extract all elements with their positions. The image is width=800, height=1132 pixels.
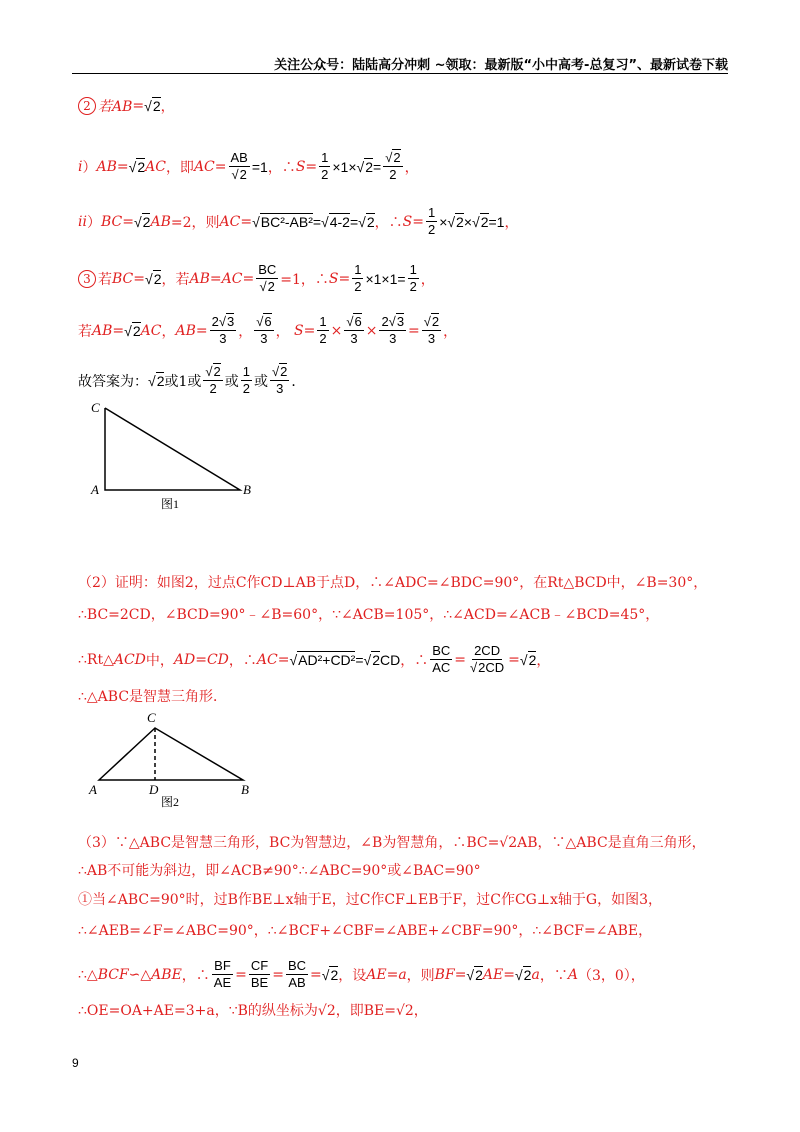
line-1: 2 若AB = √2 ，	[78, 96, 175, 116]
part3-line-1: （3）∵△ABC是智慧三角形，BC为智慧边，∠B为智慧角，∴BC=√2AB，∵△ABC是直角三角形，	[78, 835, 706, 851]
fig2-label-b: B	[241, 782, 249, 797]
part3-line-4: ∴∠AEB=∠F=∠ABC=90°，∴∠BCF+∠CBF=∠ABE+∠CBF=90°，∴∠BCF=∠ABE，	[78, 923, 653, 939]
fig2-caption: 图2	[161, 795, 180, 808]
part3-line-6: ∴OE=OA+AE=3+a，∵B的纵坐标为√2，即BE=√2，	[78, 1003, 428, 1019]
page-number: 9	[72, 1056, 79, 1070]
part2-line-2: ∴BC=2CD，∠BCD=90°﹣∠B=60°，∵∠ACB=105°，∴∠ACD=∠ACB﹣∠BCD=45°，	[78, 607, 660, 623]
line-2: i ） AB = √2 AC ，即 AC = $\frac{AB}{√2}$ =1 ，∴ S = $\frac{1}{2}$ ×1×√2= $\frac{√2}{2}$ ，	[78, 150, 419, 182]
fig2-label-d: D	[149, 782, 159, 797]
fig1-label-a: A	[91, 482, 99, 497]
part2-line-4: ∴△ABC是智慧三角形．	[78, 689, 228, 705]
part2-line-3: ∴Rt△ ACD 中， AD = CD ，∴ AC = √AD²+CD²=√2CD ，∴ $\frac{BC}{AC}$ = $\frac{2CD}{√2CD}$ = √2 ，	[78, 643, 551, 675]
page-header: 关注公众号：陆陆高分冲刺 ~领取：最新版“小中高考-总复习”、最新试卷下载	[274, 58, 728, 73]
part2-line-1: （2）证明：如图2，过点C作CD⊥AB于点D，∴∠ADC=∠BDC=90°，在Rt△BCD中，∠B=30°，	[78, 575, 708, 591]
fig2-label-c: C	[147, 710, 156, 725]
line-4: 3 若 BC = √2 ，若 AB = AC = $\frac{BC}{√2}$ =1，∴ S = $\frac{1}{2}$ ×1×1= $\frac{1}{2}$ ，	[78, 262, 435, 295]
fig1-label-b: B	[243, 482, 251, 497]
fig2-label-a: A	[89, 782, 97, 797]
line-3: ii ） BC = √2 AB =2，则 AC = √BC²-AB²=√4-2=√2 ，∴ S = $\frac{1}{2}$ ×√2×√2=1 ，	[78, 205, 519, 237]
figure-1	[85, 398, 275, 513]
fig1-caption: 图1	[161, 497, 180, 511]
fig1-label-c: C	[91, 400, 100, 415]
figure-2	[85, 708, 265, 808]
line-5: 若 AB = √2 AC ， AB = $\frac{2√3}{3}$ ， $\frac{√6}{3}$ ， S = $\frac{1}{2}$ × $\frac{√6}{3}$ × $\frac{2√3}{3}$ = $\frac{√2}{3}$ ，	[78, 314, 458, 346]
header-rule	[72, 73, 728, 74]
part3-line-3: ①当∠ABC=90°时，过B作BE⊥x轴于E，过C作CF⊥EB于F，过C作CG⊥x轴于G，如图3，	[78, 892, 663, 908]
answer-line: 故答案为： √2 或1或 $\frac{√2}{2}$ 或 $\frac{1}{2}$ 或 $\frac{√2}{3}$ ．	[78, 364, 306, 396]
part3-line-5: ∴△ BCF ∽△ ABE ，∴ $\frac{BF}{AE}$ = $\frac{CF}{BE}$ = $\frac{BC}{AB}$ = √2 ，设 AE = a ，则 BF = √2 AE = √2 a ，∵ A （3，0），	[78, 958, 645, 990]
part3-line-2: ∴AB不可能为斜边，即∠ACB≠90°∴∠ABC=90°或∠BAC=90°	[78, 863, 481, 879]
